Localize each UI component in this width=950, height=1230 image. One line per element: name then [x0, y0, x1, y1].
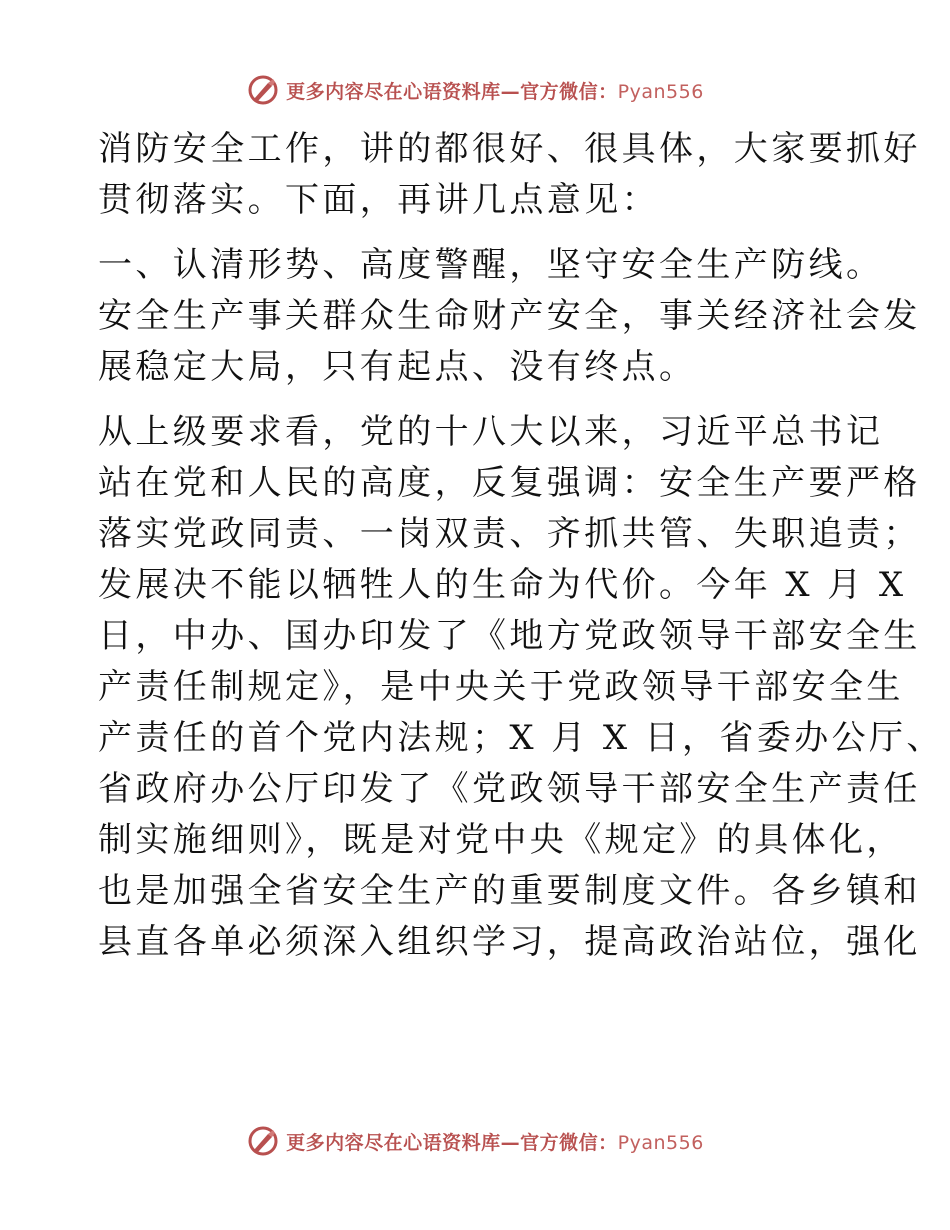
text-line: 日，中办、国办印发了《地方党政领导干部安全生: [98, 616, 921, 656]
text-line: 省政府办公厅印发了《党政领导干部安全生产责任: [98, 769, 921, 809]
text-line: 落实党政同责、一岗双责、齐抓共管、失职追责；: [98, 514, 921, 554]
pen-logo-icon: [246, 1124, 280, 1158]
paragraph-2: [98, 240, 921, 393]
footer-watermark: [0, 1121, 950, 1161]
text-line: 发展决不能以牺牲人的生命为代价。今年 X 月 X: [98, 565, 907, 605]
watermark-label: 更多内容尽在心语资料库—官方微信：: [286, 80, 618, 103]
section-heading-line: 一、认清形势、高度警醒，坚守安全生产防线。: [98, 245, 884, 285]
text-line: 产责任的首个党内法规；X 月 X 日，省委办公厅、: [98, 718, 944, 758]
text-line: 消防安全工作，讲的都很好、很具体，大家要抓好: [98, 129, 921, 169]
header-watermark: [0, 70, 950, 110]
watermark-handle: Pyan556: [617, 80, 704, 103]
text-line: 也是加强全省安全生产的重要制度文件。各乡镇和: [98, 871, 921, 911]
text-line: 站在党和人民的高度，反复强调：安全生产要严格: [98, 463, 921, 503]
document-body: [98, 124, 944, 968]
watermark-label: 更多内容尽在心语资料库—官方微信：: [286, 1131, 618, 1154]
text-line: 安全生产事关群众生命财产安全，事关经济社会发: [98, 296, 921, 336]
text-line: 从上级要求看，党的十八大以来，习近平总书记: [98, 412, 884, 452]
watermark-text: [286, 1128, 704, 1155]
pen-logo-icon: [246, 73, 280, 107]
text-line: 贯彻落实。下面，再讲几点意见：: [98, 180, 659, 220]
text-line: 县直各单必须深入组织学习，提高政治站位，强化: [98, 922, 921, 962]
text-line: 展稳定大局，只有起点、没有终点。: [98, 347, 697, 387]
text-line: 产责任制规定》，是中央关于党政领导干部安全生: [98, 667, 904, 707]
paragraph-3: [98, 407, 944, 968]
text-line: 制实施细则》，既是对党中央《规定》的具体化，: [98, 820, 904, 860]
watermark-handle: Pyan556: [617, 1131, 704, 1154]
watermark-text: [286, 77, 704, 104]
paragraph-1: [98, 124, 921, 226]
